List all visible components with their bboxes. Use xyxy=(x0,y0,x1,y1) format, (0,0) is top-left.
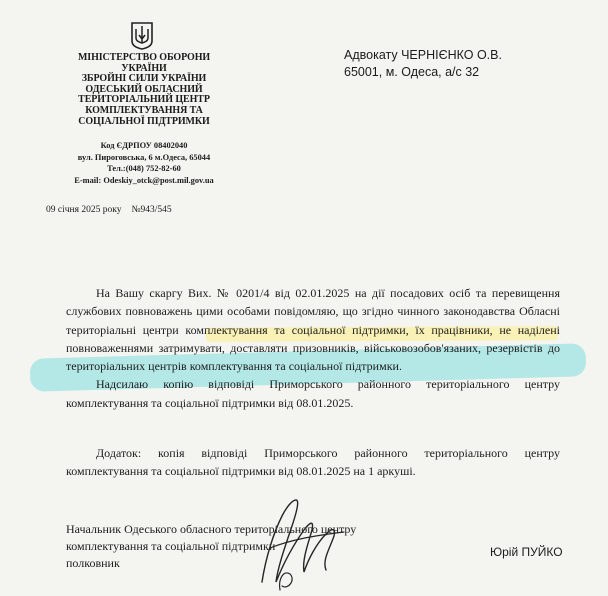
enclosure-line: Додаток: копія відповіді Приморського районного територіального xyxy=(96,446,508,460)
email-address: E-mail: Odeskiy_otck@post.mil.gov.ua xyxy=(74,175,214,185)
signatory-title-line: Начальник Одеського обласного територіального центру xyxy=(66,522,357,536)
body-paragraph xyxy=(66,375,560,412)
signatory-title-line: полковник xyxy=(66,556,120,570)
org-line: ОДЕСЬКИЙ ОБЛАСНИЙ xyxy=(85,83,203,95)
addressee-block xyxy=(344,47,502,81)
signatory-name: Юрій ПУЙКО xyxy=(490,545,563,559)
body-line: На Вашу скаргу Вих. № 0201/4 від 02.01.2025 на дії посадових осіб та xyxy=(96,286,487,300)
body-line: затримувати, доставляти призовників, військовозобов'язаних, резервістів до xyxy=(158,340,561,355)
organization-contacts xyxy=(58,140,230,186)
org-line: СОЦІАЛЬНОЇ ПІДТРИМКИ xyxy=(78,115,210,127)
addressee-name: Адвокату ЧЕРНІЄНКО О.В. xyxy=(344,48,502,62)
trident-emblem-icon xyxy=(131,22,153,50)
org-line: МІНІСТЕРСТВО ОБОРОНИ xyxy=(77,52,211,63)
body-line: Надсилаю копію відповіді Приморського районного територіального xyxy=(96,377,510,392)
org-line: УКРАЇНИ xyxy=(121,62,167,74)
org-line: ЗБРОЙНІ СИЛИ УКРАЇНИ xyxy=(81,73,207,85)
body-line: центру комплектування та соціальної підтримки від 08.01.2025. xyxy=(66,377,561,410)
addressee-address: 65001, м. Одеса, а/с 32 xyxy=(344,65,480,79)
edrpou-code: Код ЄДРПОУ 08402040 xyxy=(100,141,188,150)
body-line: територіальних центрів комплектування та соціальної підтримки. xyxy=(66,359,402,374)
handwritten-signature-icon xyxy=(256,486,352,594)
letter-date-line xyxy=(46,205,172,215)
org-line: ТЕРИТОРІАЛЬНИЙ ЦЕНТР xyxy=(78,94,210,106)
letter-date: 09 січня 2025 року xyxy=(46,205,122,215)
postal-address: вул. Пироговська, 6 м.Одеса, 65044 xyxy=(77,152,211,162)
letter-number: №943/545 xyxy=(131,205,172,215)
body-line: чинного законодавства Обласні територіальні центри комплектування та xyxy=(66,304,561,337)
org-line: КОМПЛЕКТУВАННЯ ТА xyxy=(85,104,203,116)
organization-header xyxy=(58,53,230,127)
signatory-title-line: комплектування та соціальної підтримки xyxy=(66,539,276,553)
body-paragraph xyxy=(66,284,560,375)
phone-number: Тел.:(048) 752-82-60 xyxy=(107,164,181,173)
letter-body xyxy=(66,284,560,412)
enclosure-note xyxy=(66,444,560,481)
body-line: перевищення службових повноважень цими особами повідомляю, що згідно xyxy=(66,286,560,319)
enclosure-line: центру комплектування та соціальної підтримки від 08.01.2025 на 1 аркуші. xyxy=(66,446,561,479)
body-line: соціальної підтримки, їх працівники, не наділені повноваженнями xyxy=(66,322,561,355)
